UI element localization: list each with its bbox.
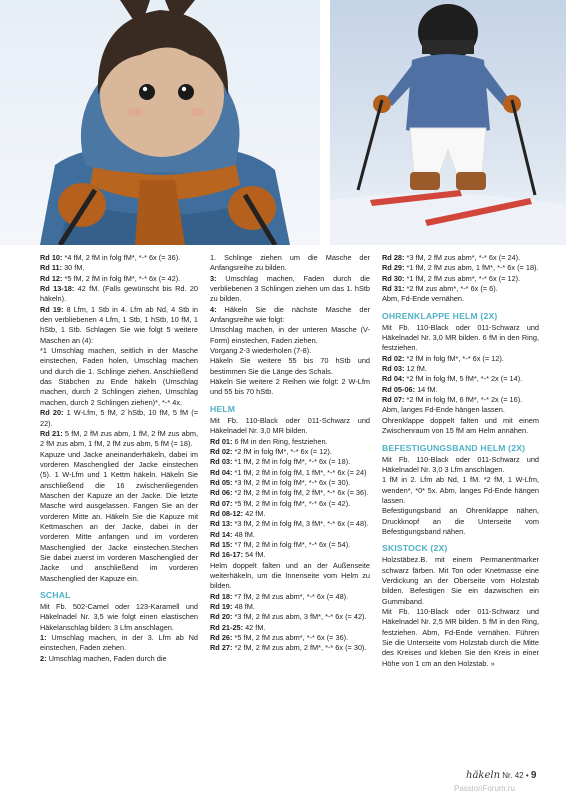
instruction-row: Rd 28: *3 fM, 2 fM zus abm*, *-* 6x (= 24). (382, 253, 521, 262)
issue-number: Nr. 42 (502, 771, 524, 780)
instruction-row: 1 fM in 2. Lfm ab Nd, 1 fM. *2 fM, 1 W-Lfm, wenden*, *0* 5x. Abm, langes Fd-Ende hängen lassen. (382, 475, 539, 505)
instruction-row: Rd 31: *2 fM zus abm*, *-* 6x (= 6). (382, 284, 498, 294)
instruction-row: Rd 03: *1 fM, 2 fM in folg fM*, *-* 6x (= 18). (210, 457, 351, 467)
instruction-row: Rd 21-25: 42 fM. (210, 622, 266, 632)
section-heading-befestigungsband: BEFESTIGUNGSBAND HELM (2X) (382, 442, 526, 453)
instruction-row: Vorgang 2-3 wiederholen (7-8). (210, 346, 312, 356)
instruction-row: Abm, langes Fd-Ende hängen lassen. (382, 405, 505, 415)
footer-bullet: • (525, 771, 529, 780)
doll-skiing-illustration (330, 0, 566, 245)
instruction-row: Rd 05: *3 fM, 2 fM in folg fM*, *-* 6x (= 30). (210, 477, 351, 487)
instruction-row: 1. Schlinge ziehen um die Masche der Anfangsreihe zu bilden. (210, 253, 370, 273)
section-heading-ohrenklappe: OHRENKLAPPE HELM (2X) (382, 310, 498, 321)
photo-doll-closeup (0, 0, 320, 245)
instruction-row: 2: Umschlag machen, Faden durch die (40, 653, 167, 663)
instruction-row: Rd 01: 6 fM in den Ring, festziehen. (210, 436, 328, 446)
instruction-row: Rd 13-18: 42 fM. (Falls gewünscht bis Rd. 20 häkeln). (40, 284, 198, 304)
instruction-row: Holzstäbez.B. mit einem Permanentmarker schwarz färben. Mit Ton oder Knetmasse eine Verdickung an der Oberseite vom Holzstab bilden. Befestigen Sie ein dazwischen ein Gummiband. (382, 555, 539, 606)
instruction-row: Mit Fb. 502-Camel oder 123-Karamell und Häkelnadel Nr. 3,5 wie folgt einen elastischen Häkelanschlag bilden: 3 Lfm anschlagen. (40, 602, 198, 632)
instruction-row: Rd 14: 48 fM. (210, 529, 255, 539)
instruction-row: Rd 07: *5 fM, 2 fM in folg fM*, *-* 6x (= 42). (210, 498, 351, 508)
instruction-row: Mit Fb. 110-Black oder 011-Schwarz und Häkelnadel Nr. 3,0 MR bilden. (210, 415, 370, 436)
instruction-row: Rd 04: *1 fM, 2 fM in folg fM, 1 fM*, *-* 6x (= 24) (210, 467, 367, 477)
column-3 (382, 253, 539, 669)
instruction-row: Rd 13: *3 fM, 2 fM in folg fM, 3 fM*, *-* 6x (= 48). (210, 519, 369, 529)
instruction-row: 4: Häkeln Sie die nächste Masche der Anfangsreihe wie folgt: (210, 304, 370, 325)
instruction-row: Rd 29: *1 fM, 2 fM zus abm, 1 fM*, *-* 6x (= 18). (382, 263, 539, 273)
instruction-row: Häkeln Sie weitere 2 Reihen wie folgt: 2 W-Lfm und 55 bis 70 hStb. (210, 377, 370, 397)
instruction-row: 3: Umschlag machen, Faden durch die verbliebenen 3 Schlingen ziehen um das 1. hStb zu bilden. (210, 273, 370, 304)
instruction-row: Rd 08-12: 42 fM. (210, 508, 266, 518)
instruction-row: Rd 03: 12 fM. (382, 364, 427, 374)
doll-closeup-illustration (0, 0, 320, 245)
instruction-row: Mit Fb. 110-Black oder 011-Schwarz und Häkelnadel Nr. 3,0 MR bilden. 6 fM in den Ring, festziehen. (382, 322, 539, 353)
instruction-row: Rd 02: *2 fM in folg fM*, *-* 6x (= 12). (382, 353, 504, 363)
column-1 (40, 253, 198, 664)
instruction-row: Befestigungsband an Ohrenklappe nähen, Druckknopf an die Unterseite vom Befestigungsband nähen. (382, 506, 539, 536)
instruction-row: Rd 20: *3 fM, 2 fM zus abm, 3 fM*, *-* 6x (= 42). (210, 612, 367, 622)
instruction-row: *1 Umschlag machen, seitlich in der Masche einstechen, Faden holen, Umschlag machen und durch die 1. Schlinge ziehen. Anschließend das Stäbchen zu Ende häkeln (Umschlag machen, durch 2 Schlingen ziehen, Umschlag machen, durch 2 Schlingen ziehen)*, *-* 4x. (40, 346, 198, 407)
section-heading-helm: HELM (210, 403, 236, 414)
instruction-row: Mit Fb. 110-Black oder 011-Schwarz und Häkelnadel Nr. 3,0 3 Lfm anschlagen. (382, 454, 539, 474)
photo-doll-skiing (330, 0, 566, 245)
instruction-row: Rd 12: *5 fM, 2 fM in folg fM*, *-* 6x (= 42). (40, 273, 181, 283)
instruction-row: Häkeln Sie weitere 55 bis 70 hStb und bestimmen Sie die Länge des Schals. (210, 356, 370, 376)
instruction-row: Helm doppelt falten und an der Außenseite weiterhäkeln, um die Innenseite vom Helm zu bilden. (210, 560, 370, 591)
instruction-row: Abm, Fd-Ende vernähen. (382, 294, 465, 304)
instruction-row: Rd 16-17: 54 fM. (210, 550, 266, 560)
instruction-row: Umschlag machen, in der unteren Masche (V-Form) einstechen, Faden ziehen. (210, 325, 370, 345)
instruction-row: Kapuze und Jacke aneinanderhäkeln, dabei im vorderen Maschenglied der Jacke einstechen (5). 1 W-Lfm und 1 Kettm häkeln. Häkeln Sie anschließend die 16 zwischenliegenden Maschen der Kapuze an der Jacke. Die letzte Masche wird ausgelassen. Fangen Sie an der vorderen Mitte an. Häkeln Sie die Kapuze mit Kettmaschen an der Jacke, dabei in der vorderen Mitte anfangen und im vorderen Maschenglied der Jacke einstechen.Stechen Sie dabei zuerst im vorderen Maschenglied der Jacke und anschließend im vorderen Maschenglied der Kapuze ein. (40, 449, 198, 583)
instruction-row: Mit Fb. 110-Black oder 011-Schwarz und Häkelnadel Nr. 2,5 MR bilden. 5 fM in den Ring, festziehen. Abm, Fd-Ende vernähen. Führen Sie die Unterseite vom Holzstab durch die Mitte des Kreises und kleben Sie den Kreis in einer Höhe von 1 cm an den Holzstab. » (382, 606, 539, 668)
magazine-brand: häkeln (466, 770, 501, 781)
page-footer (466, 770, 536, 781)
instruction-row: Rd 30: *1 fM, 2 fM zus abm*, *-* 6x (= 12). (382, 273, 521, 283)
instruction-row: Rd 11: 30 fM. (40, 263, 85, 273)
instruction-row: 1: Umschlag machen, in der 3. Lfm ab Nd einstechen, Faden ziehen. (40, 633, 198, 653)
instruction-row: Rd 02: *2 fM in folg fM*, *-* 6x (= 12). (210, 446, 332, 456)
section-heading-skistock: SKISTOCK (2X) (382, 543, 448, 554)
section-heading-schal: SCHAL (40, 590, 71, 600)
watermark: PassionForum.ru (454, 784, 515, 793)
page-number: 9 (530, 770, 537, 781)
instruction-row: Rd 27: *2 fM, 2 fM zus abm, 2 fM*, *-* 6x (= 30). (210, 643, 367, 653)
instruction-row: Rd 15: *7 fM, 2 fM in folg fM*, *-* 6x (= 54). (210, 539, 351, 549)
instruction-row: Rd 20: 1 W-Lfm, 5 fM, 2 hStb, 10 fM, 5 fM (= 22). (40, 408, 198, 428)
instruction-row: Rd 04: *2 fM in folg fM, 5 fM*, *-* 2x (= 14). (382, 374, 523, 384)
column-2 (210, 253, 370, 654)
instruction-row: Rd 05-06: 14 fM. (382, 384, 438, 394)
instruction-row: Rd 19: 48 fM. (210, 602, 255, 611)
instruction-row: Rd 10: *4 fM, 2 fM in folg fM*, *-* 6x (= 36). (40, 253, 181, 262)
instruction-row: Rd 07: *2 fM in folg fM, 6 fM*, *-* 2x (= 16). (382, 395, 523, 405)
instruction-row: Rd 06: *2 fM, 2 fM in folg fM, 2 fM*, *-* 6x (= 36). (210, 488, 369, 498)
instruction-row: Rd 26: *5 fM, 2 fM zus abm*, *-* 6x (= 36). (210, 633, 349, 643)
instruction-row: Rd 19: 8 Lfm, 1 Stb in 4. Lfm ab Nd, 4 Stb in den verbliebenen 4 Lfm, 1 Stb, 1 hStb, 10 fM, 1 hStb, 1 Stb. Schlagen Sie wie folgt 5 weitere Maschen an (4): (40, 304, 198, 345)
instruction-row: Rd 18: *7 fM, 2 fM zus abm*, *-* 6x (= 48). (210, 591, 349, 601)
instruction-row: Ohrenklappe doppelt falten und mit einem Zwischenraum von 15 fM am Helm annähen. (382, 415, 539, 436)
instruction-row: Rd 21: 5 fM, 2 fM zus abm, 1 fM, 2 fM zus abm, 2 fM zus abm, 1 fM, 2 fM zus abm, 5 fM (= 18). (40, 428, 198, 449)
